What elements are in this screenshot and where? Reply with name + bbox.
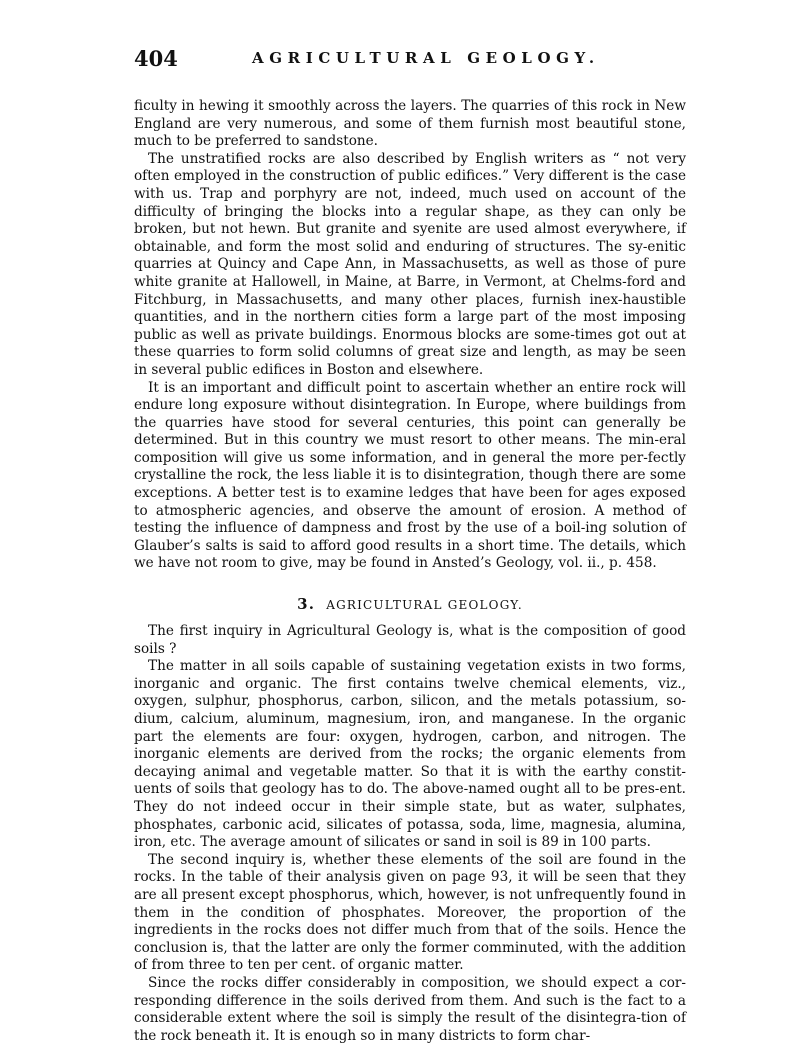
section-title: AGRICULTURAL GEOLOGY.: [326, 598, 523, 613]
section-number: 3.: [297, 595, 316, 614]
paragraph: The matter in all soils capable of sustaining vegetation exists in two forms, inorganic and organic. The first contains twelve chemical elements, viz., oxygen, sulphur, phosphorus, carbon, silicon, and the metals potassium, so-dium, calcium, aluminum, magnesium, iron, and manganese. In the organic part the elements are four: oxygen, hydrogen, carbon, and nitrogen. The inorganic elements are derived from the rocks; the organic elements from decaying animal and vegetable matter. So that it is with the earthy constit-uents of soils that geology has to do. The above-named ought all to be pres-ent. They do not indeed occur in their simple state, but as water, sulphates, phosphates, carbonic acid, silicates of potassa, soda, lime, magnesia, alumina, iron, etc. The average amount of silicates or sand in soil is 89 in 100 parts.: [134, 658, 686, 851]
paragraph: Since the rocks differ considerably in composition, we should expect a cor-responding difference in the soils derived from them. And such is the fact to a considerable extent where the soil is simply the result of the disintegra-tion of the rock beneath it. It is enough so in many districts to form char-: [134, 974, 686, 1044]
paragraph: The first inquiry in Agricultural Geology is, what is the composition of good soils ?: [134, 623, 686, 657]
paragraph: It is an important and difficult point to ascertain whether an entire rock will endure long exposure without disintegration. In Europe, where buildings from the quarries have stood for several centuries, this point can generally be determined. But in this country we must resort to other means. The min-eral composition will give us some information, and in general the more per-fectly crystalline the rock, the less liable it is to disintegration, though there are some exceptions. A better test is to examine ledges that have been for ages exposed to atmospheric agencies, and observe the amount of erosion. A method of testing the influence of dampness and frost by the use of a boil-ing solution of Glauber’s salts is said to afford good results in a short time. The details, which we have not room to give, may be found in Ansted’s Geology, vol. ii., p. 458.: [134, 379, 686, 572]
body-text: [134, 98, 686, 1045]
page-number: 404: [134, 46, 178, 71]
section-heading: [134, 595, 686, 613]
paragraph: ficulty in hewing it smoothly across the layers. The quarries of this rock in New England are very numerous, and some of them furnish most beautiful stone, much to be preferred to sandstone.: [134, 98, 686, 150]
paragraph: The unstratified rocks are also described by English writers as “ not very often employed in the construction of public edifices.” Very different is the case with us. Trap and porphyry are not, indeed, much used on account of the difficulty of bringing the blocks into a regular shape, as they can only be broken, but not hewn. But granite and syenite are used almost everywhere, if obtainable, and form the most solid and enduring of structures. The sy-enitic quarries at Quincy and Cape Ann, in Massachusetts, as well as those of pure white granite at Hallowell, in Maine, at Barre, in Vermont, at Chelms-ford and Fitchburg, in Massachusetts, and many other places, furnish inex-haustible quantities, and in the northern cities form a large part of the most imposing public as well as private buildings. Enormous blocks are some-times got out at these quarries to form solid columns of great size and length, as may be seen in several public edifices in Boston and elsewhere.: [134, 150, 686, 378]
page-header: [134, 46, 686, 72]
paragraph: The second inquiry is, whether these elements of the soil are found in the rocks. In the table of their analysis given on page 93, it will be seen that they are all present except phosphorus, which, however, is not unfrequently found in them in the condition of phosphates. Moreover, the proportion of the ingredients in the rocks does not differ much from that of the soils. Hence the conclusion is, that the latter are only the former comminuted, with the addition of from three to ten per cent. of organic matter.: [134, 851, 686, 974]
running-title: AGRICULTURAL GEOLOGY.: [252, 49, 600, 67]
